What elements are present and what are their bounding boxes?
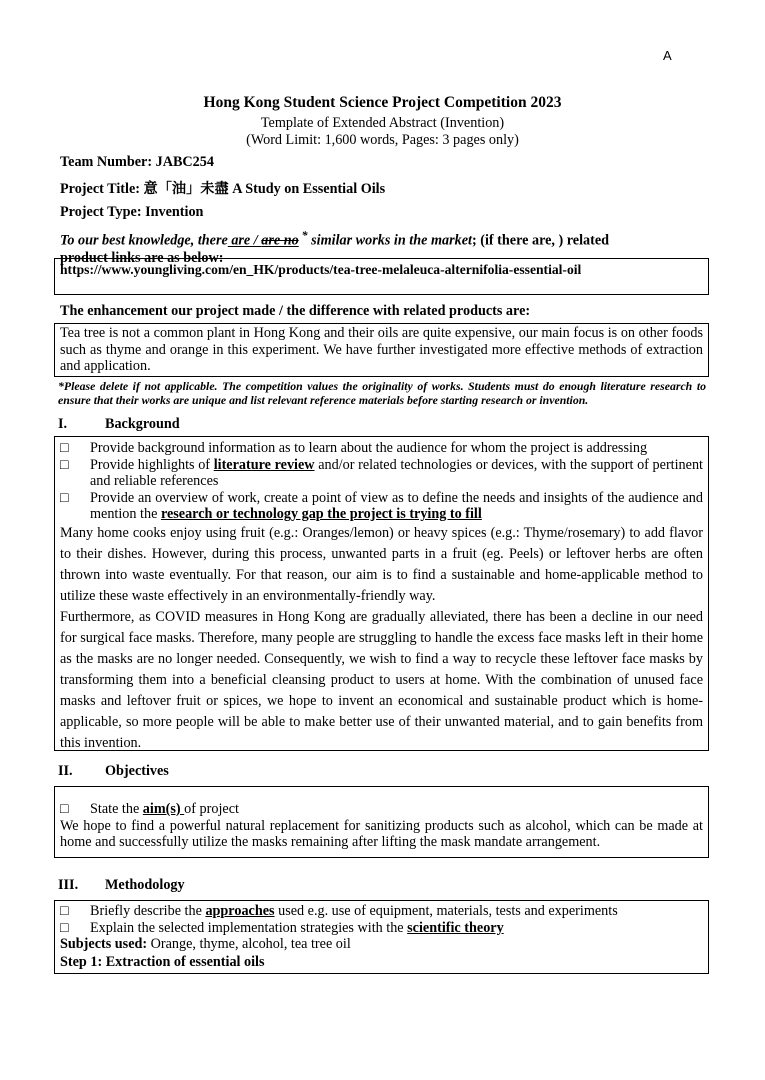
checkbox-icon: □ (60, 919, 69, 936)
similar-works-part2: similar works in the market (307, 232, 472, 249)
methodology-bullet-1 (60, 903, 703, 920)
product-link-box (54, 258, 709, 295)
enhancement-text: Tea tree is not a common plant in Hong Kong and their oils are quite expensive, our main focus is on other foods such as thyme and orange in this experiment. We have further investigated more effective methods of extraction and application. (60, 325, 703, 374)
objectives-box (54, 786, 709, 858)
product-link[interactable]: https://www.youngliving.com/en_HK/products/tea-tree-melaleuca-alternifolia-essential-oil (60, 262, 582, 277)
background-title: Background (105, 416, 180, 432)
document-subtitle: Template of Extended Abstract (Invention) (260, 115, 505, 131)
project-type: Project Type: Invention (60, 204, 204, 220)
background-paragraph-1: Many home cooks enjoy using fruit (e.g.: Oranges/lemon) or heavy spices (e.g.: Thyme/rosemary) to add flavor to their dishes. However, during this process, unwanted parts in a fruit (eg. Peels) or leftover herbs are often thrown into waste eventually. For that reason, our aim is to find a sustainable and home-applicable method to utilize these waste effectively in an environmentally-friendly way. (60, 524, 703, 604)
objectives-heading (58, 763, 169, 780)
aims-link: aim(s) (142, 801, 185, 817)
page-corner-label: A (663, 48, 672, 63)
background-box (54, 436, 709, 751)
word-limit-note: (Word Limit: 1,600 words, Pages: 3 pages only) (246, 132, 519, 148)
research-gap-link: research or technology gap the project is trying to fill (160, 506, 482, 522)
similar-works-line2: product links are as below: (60, 249, 224, 266)
methodology-number: III. (58, 877, 79, 893)
objectives-text: We hope to find a powerful natural replacement for sanitizing products such as alcohol, which can be made at home and successfully utilize the masks remaining after lifting the mask mandate arrangement. (60, 817, 703, 850)
checkbox-icon: □ (60, 801, 69, 817)
objectives-bullet (60, 801, 703, 818)
objectives-title: Objectives (105, 763, 169, 779)
similar-works-part1: To our best knowledge, there (60, 232, 228, 249)
subjects-used (60, 936, 703, 954)
similar-works-are-no: are no (261, 232, 299, 249)
checkbox-icon: □ (60, 903, 69, 919)
background-bullet-1 (60, 440, 703, 457)
enhancement-box (54, 323, 709, 377)
subjects-label: Subjects used: (60, 936, 151, 952)
background-bullet-3-pre: Provide an overview of work, create a point of view as to define the needs and insights of the audience and mention the (90, 489, 703, 522)
team-number: Team Number: JABC254 (60, 154, 214, 170)
objectives-number: II. (58, 763, 73, 779)
scientific-theory-link: scientific theory (407, 919, 504, 936)
similar-works-are: are / (227, 232, 262, 249)
similar-works-star: * (298, 228, 308, 242)
background-bullet-1-text: Provide background information as to learn about the audience for whom the project is addressing (90, 440, 648, 456)
methodology-heading (58, 877, 185, 894)
methodology-bullet-1-pre: Briefly describe the (90, 903, 206, 919)
subjects-value: Orange, thyme, alcohol, tea tree oil (150, 936, 351, 952)
methodology-bullet-2 (60, 920, 703, 937)
enhancement-heading: The enhancement our project made / the difference with related products are: (60, 303, 531, 319)
background-bullet-3 (60, 490, 703, 523)
background-bullet-2 (60, 457, 703, 490)
originality-note: *Please delete if not applicable. The competition values the originality of works. Students must do enough literature research to ensure that their works are unique and list relevant reference materials before starting research or invention. (58, 379, 706, 407)
checkbox-icon: □ (60, 489, 69, 506)
methodology-box (54, 900, 709, 974)
step-1-heading: Step 1: Extraction of essential oils (60, 953, 265, 970)
objectives-bullet-post: of project (184, 801, 239, 817)
literature-review-link: literature review (213, 456, 315, 473)
checkbox-icon: □ (60, 456, 69, 473)
background-heading (58, 416, 180, 433)
similar-works-part3: ; (if there are, ) related (471, 232, 610, 249)
checkbox-icon: □ (60, 440, 69, 456)
background-number: I. (58, 416, 68, 432)
project-title: Project Title: 意「油」未盡 A Study on Essential Oils (60, 181, 386, 197)
methodology-title: Methodology (105, 877, 185, 893)
methodology-bullet-1-post: used e.g. use of equipment, materials, tests and experiments (274, 903, 618, 919)
background-paragraph-2: Furthermore, as COVID measures in Hong Kong are gradually alleviated, there has been a decline in our need for surgical face masks. Therefore, many people are struggling to handle the excess face masks left in their home as the masks are no longer needed. Consequently, we wish to find a way to recycle these leftover face masks by transforming them into a beneficial cleansing product to users at home. With the combination of unused face masks and leftover fruit or spices, we hope to invent an economical and sustainable product which is home-applicable, so more people will be able to make better use of their unwanted material, and to gain benefits from this invention. (60, 608, 703, 751)
document-title: Hong Kong Student Science Project Competition 2023 (203, 94, 562, 111)
approaches-link: approaches (205, 903, 275, 919)
objectives-bullet-pre: State the (90, 801, 143, 817)
background-bullet-2-post: and/or related technologies or devices, with the support of pertinent and reliable references (90, 456, 703, 489)
methodology-bullet-2-pre: Explain the selected implementation strategies with the (90, 919, 408, 936)
background-bullet-2-pre: Provide highlights of (90, 456, 214, 473)
